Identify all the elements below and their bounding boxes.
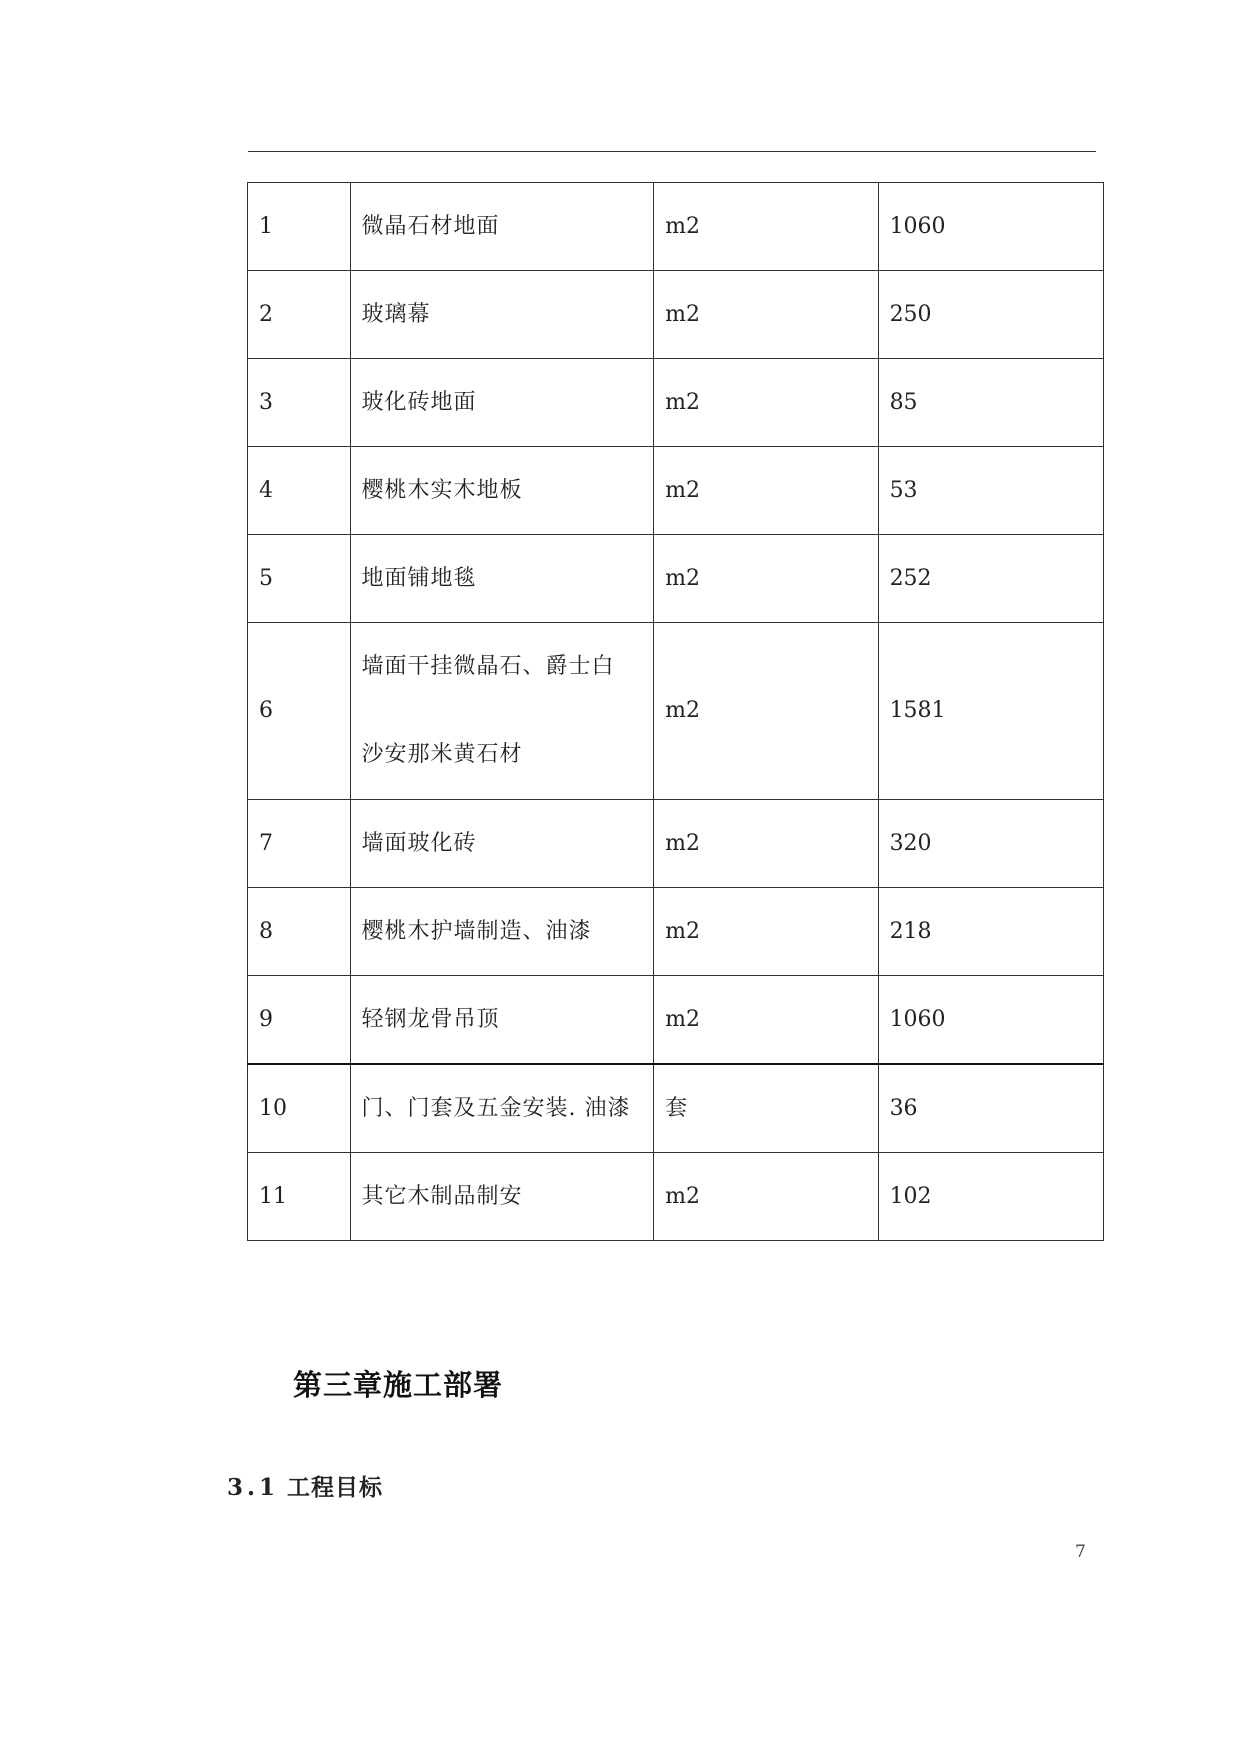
table-row <box>248 1153 1104 1241</box>
row-item: 玻璃幕 <box>350 271 654 359</box>
row-unit: m2 <box>654 1153 878 1241</box>
row-item: 地面铺地毯 <box>350 535 654 623</box>
row-number: 11 <box>248 1153 351 1241</box>
table-row <box>248 447 1104 535</box>
row-item-line2: 沙安那米黄石材 <box>361 742 523 767</box>
row-unit: 套 <box>654 1064 878 1153</box>
row-number: 10 <box>248 1064 351 1153</box>
row-item: 微晶石材地面 <box>350 183 654 271</box>
row-item: 樱桃木实木地板 <box>350 447 654 535</box>
table-row <box>248 535 1104 623</box>
row-number: 1 <box>248 183 351 271</box>
row-quantity: 1581 <box>878 623 1103 800</box>
section-heading <box>227 1469 383 1502</box>
header-rule <box>248 151 1096 152</box>
row-unit: m2 <box>654 888 878 976</box>
page-number: 7 <box>1075 1542 1086 1562</box>
table-row <box>248 1064 1104 1153</box>
row-item: 轻钢龙骨吊顶 <box>350 976 654 1065</box>
row-unit: m2 <box>654 976 878 1065</box>
row-item: 樱桃木护墙制造、油漆 <box>350 888 654 976</box>
section-title: 工程目标 <box>287 1474 384 1501</box>
row-number: 3 <box>248 359 351 447</box>
table-row <box>248 271 1104 359</box>
row-item <box>350 623 654 800</box>
row-quantity: 252 <box>878 535 1103 623</box>
row-item: 墙面玻化砖 <box>350 800 654 888</box>
row-quantity: 53 <box>878 447 1103 535</box>
row-item: 玻化砖地面 <box>350 359 654 447</box>
row-unit: m2 <box>654 359 878 447</box>
row-item: 门、门套及五金安装. 油漆 <box>350 1064 654 1153</box>
section-number: 3.1 <box>227 1474 280 1501</box>
row-item: 其它木制品制安 <box>350 1153 654 1241</box>
quantities-table <box>247 182 1104 1241</box>
table-row <box>248 183 1104 271</box>
table-row <box>248 800 1104 888</box>
row-number: 8 <box>248 888 351 976</box>
row-number: 4 <box>248 447 351 535</box>
row-quantity: 320 <box>878 800 1103 888</box>
row-quantity: 1060 <box>878 183 1103 271</box>
row-item-line1: 墙面干挂微晶石、爵士白 <box>361 654 615 679</box>
row-quantity: 1060 <box>878 976 1103 1065</box>
row-quantity: 85 <box>878 359 1103 447</box>
row-unit: m2 <box>654 623 878 800</box>
table-row <box>248 888 1104 976</box>
row-quantity: 36 <box>878 1064 1103 1153</box>
row-number: 5 <box>248 535 351 623</box>
row-unit: m2 <box>654 535 878 623</box>
row-unit: m2 <box>654 271 878 359</box>
table-row <box>248 359 1104 447</box>
row-quantity: 218 <box>878 888 1103 976</box>
chapter-title: 第三章施工部署 <box>293 1368 504 1402</box>
row-unit: m2 <box>654 447 878 535</box>
row-number: 6 <box>248 623 351 800</box>
row-unit: m2 <box>654 800 878 888</box>
row-quantity: 250 <box>878 271 1103 359</box>
row-quantity: 102 <box>878 1153 1103 1241</box>
table-row <box>248 623 1104 800</box>
row-number: 2 <box>248 271 351 359</box>
row-number: 9 <box>248 976 351 1065</box>
row-number: 7 <box>248 800 351 888</box>
table-row <box>248 976 1104 1065</box>
row-unit: m2 <box>654 183 878 271</box>
